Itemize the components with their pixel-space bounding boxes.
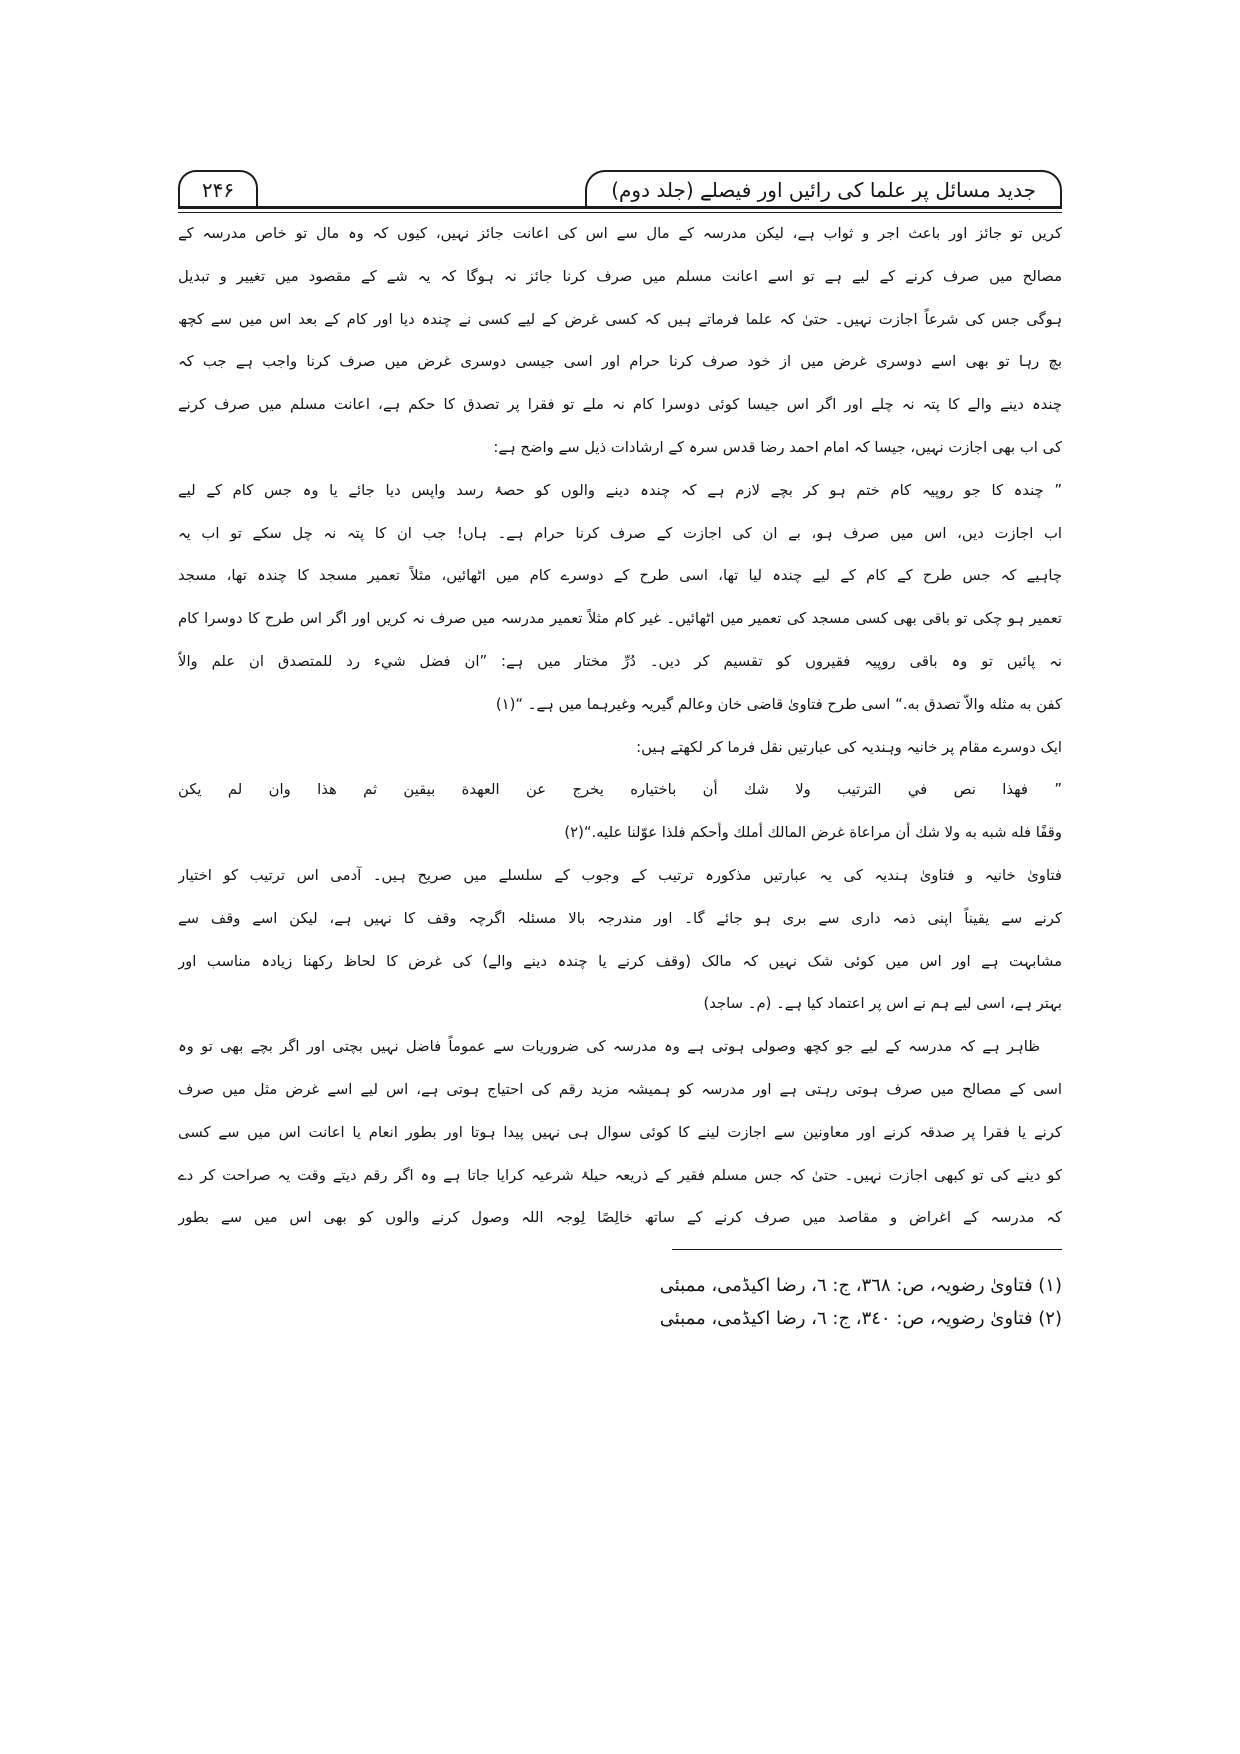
body-line-text: کریں تو جائز اور باعث اجر و ثواب ہے، لیکن مدرسہ کے مال سے اس کی اعانت جائز نہیں، کیوں کہ وہ مال تو خاص مدرسہ کے — [178, 225, 1062, 242]
body-line-text: کو دینے کی تو کبھی اجازت نہیں۔ حتیٰ کہ جس مسلم فقیر کے ذریعہ حیلۂ شرعیہ کرایا جاتا ہے وہ اگر رقم دیتے وقت یہ صراحت کر دے — [178, 1167, 1062, 1184]
body-line-text: ہوگی جس کی شرعاً اجازت نہیں۔ حتیٰ کہ علما فرماتے ہیں کہ کسی غرض کے لیے کسی نے چندہ دیا اور کام کے بعد اس میں سے کچھ — [178, 311, 1062, 328]
body-line-text: اب اجازت دیں، اس میں صرف ہو، بے ان کی اجازت کے صرف کرنا حرام ہے۔ ہاں! جب ان کا پتہ نہ چل سکے تو اب یہ — [178, 525, 1062, 542]
body-line-text: چاہیے کہ جس طرح کے کام کے لیے چندہ لیا تھا، اسی طرح کے دوسرے کام میں اٹھائیں، مثلاً تعمیر مسجد کا چندہ تھا، مسجد — [178, 567, 1062, 584]
quote-line — [178, 471, 1062, 511]
running-header-title: جدید مسائل پر علما کی رائیں اور فیصلے (جلد دوم) — [585, 170, 1062, 208]
page-number: ۲۴۶ — [178, 170, 258, 206]
body-line — [178, 728, 1062, 768]
body-line — [178, 342, 1062, 382]
body-line-text: وقفًا فله شبه به ولا شك أن مراعاة غرض المالك أملك وأحكم فلذا عوّلنا عليه.“(۲) — [564, 824, 1062, 841]
body-line-text: مشابہت ہے اور اس میں کوئی شک نہیں کہ مالک (وقف کرنے یا چندہ دینے والے) کی غرض کا لحاظ رکھنا زیادہ مناسب اور — [178, 953, 1062, 970]
header-rule — [178, 206, 1062, 209]
body-line — [178, 984, 1062, 1024]
body-line-text: ظاہر ہے کہ مدرسہ کے لیے جو کچھ وصولی ہوتی ہے وہ مدرسہ کی ضروریات سے عموماً فاضل نہیں بچتی اور اگر بچے بھی تو وہ — [178, 1038, 1040, 1055]
body-line-text: تعمیر ہو چکی تو باقی بھی کسی مسجد کی تعمیر میں اٹھائیں۔ غیر کام مثلاً تعمیر مدرسہ میں صرف نہ کریں اور اگر اس طرح کا دوسرا کام — [178, 610, 1062, 627]
body-line — [178, 942, 1062, 982]
body-line-text: چندہ دینے والے کا پتہ نہ چلے اور اگر اس جیسا کوئی دوسرا کام نہ ملے تو فقرا پر تصدق کا حکم ہے، اعانت مسلم میں صرف کرنے — [178, 396, 1062, 413]
body-line-text: مصالح میں صرف کرنے کے لیے ہے تو اسے اعانت مسلم میں صرف کرنا جائز نہ ہوگا کہ یہ شے کے مقصود میں تغییر و تبدیل — [178, 268, 1062, 285]
footnote-separator — [672, 1249, 1062, 1250]
body-line — [178, 899, 1062, 939]
body-line-text: کرنے یا فقرا پر صدقہ کرنے اور معاونین سے اجازت لینے کا کوئی سوال ہی نہیں پیدا ہوتا اور بطور انعام یا اعانت اس میں سے کسی — [178, 1124, 1062, 1141]
body-line-text: ایک دوسرے مقام پر خانیہ وہندیہ کی عبارتیں نقل فرما کر لکھتے ہیں: — [636, 739, 1062, 756]
quote-line — [178, 642, 1062, 682]
arabic-quote-line — [178, 813, 1062, 853]
body-line-text: بہتر ہے، اسی لیے ہم نے اس پر اعتماد کیا ہے۔ (م۔ ساجد) — [703, 995, 1062, 1012]
quote-line — [178, 685, 1062, 725]
body-line — [178, 1070, 1062, 1110]
body-line-text: کرنے سے یقیناً اپنی ذمہ داری سے بری ہو جائے گا۔ اور مندرجہ بالا مسئلہ اگرچہ وقف کا نہیں ہے، لیکن اسے وقف سے — [178, 910, 1062, 927]
body-line-text: بچ رہا تو بھی اسے دوسری غرض میں از خود صرف کرنا حرام اور اسی جیسی دوسری غرض میں صرف کرنا واجب ہے جب کہ — [178, 353, 1062, 370]
quote-line — [178, 514, 1062, 554]
body-line-text: اسی کے مصالح میں صرف ہوتی رہتی ہے اور مدرسہ کو ہمیشہ مزید رقم کی احتیاج ہوتی ہے، اس لیے اسے غرض مثل میں صرف — [178, 1081, 1062, 1098]
arabic-quote-line — [178, 770, 1062, 810]
body-line — [178, 428, 1062, 468]
body-line — [178, 214, 1062, 254]
quote-line — [178, 556, 1062, 596]
footnote: (۲) فتاویٰ رضویہ، ص: ٣٤٠، ج: ٦، رضا اکیڈمی، ممبئی — [659, 1308, 1062, 1329]
body-line — [178, 257, 1062, 297]
body-line-text: کی اب بھی اجازت نہیں، جیسا کہ امام احمد رضا قدس سرہ کے ارشادات ذیل سے واضح ہے: — [493, 439, 1062, 456]
body-line — [178, 300, 1062, 340]
body-line — [178, 856, 1062, 896]
quote-line — [178, 599, 1062, 639]
body-line — [178, 1198, 1062, 1238]
body-line — [178, 1156, 1062, 1196]
header-rule-thin — [178, 212, 1062, 213]
body-line — [178, 385, 1062, 425]
body-line — [178, 1113, 1062, 1153]
body-line-text: ” فهذا نص في الترتيب ولا شك أن باختياره يخرج عن العهدة بيقين ثم هذا وان لم يكن — [178, 781, 1062, 798]
footnote: (۱) فتاویٰ رضویہ، ص: ٣٦٨، ج: ٦، رضا اکیڈمی، ممبئی — [659, 1275, 1062, 1296]
body-line-text: ” چندہ کا جو روپیہ کام ختم ہو کر بچے لازم ہے کہ چندہ دینے والوں کو حصۂ رسد واپس دیا جائے یا وہ جس کام کے لیے — [178, 482, 1062, 499]
body-line-text: کفن به مثله والاّ تصدق به.“ اسی طرح فتاویٰ قاضی خان وعالم گیریہ وغیرہما میں ہے۔ “(۱) — [495, 696, 1062, 713]
body-line-text: نہ پائیں تو وہ باقی روپیہ فقیروں کو تقسیم کر دیں۔ دُرِّ مختار میں ہے: ”ان فضل شيء رد للمتصدق ان علم والاّ — [178, 653, 1062, 670]
body-line-text: کہ مدرسہ کے اغراض و مقاصد میں صرف کرنے کے ساتھ خالِصًا لِوجہ اللہ وصول کرنے والوں کو بھی اس میں سے بطور — [178, 1209, 1062, 1226]
body-line — [178, 1027, 1062, 1067]
body-line-text: فتاویٰ خانیہ و فتاویٰ ہندیہ کی یہ عبارتیں مذکورہ ترتیب کے وجوب کے سلسلے میں صریح ہیں۔ آدمی اس ترتیب کو اختیار — [178, 867, 1062, 884]
